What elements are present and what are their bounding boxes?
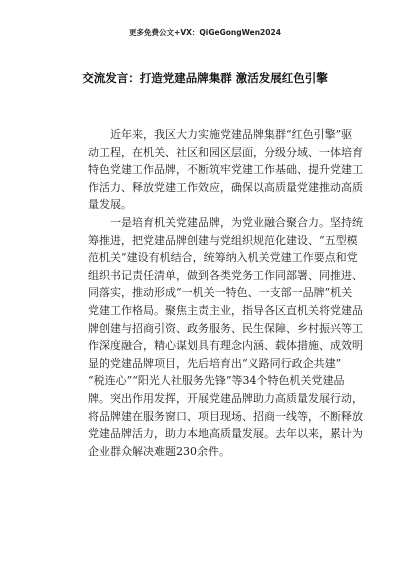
body-line: 显的党建品牌项目，先后培育出“义路同行政企共建” xyxy=(88,356,342,370)
body-line: “税连心”“阳光人社服务先锋”等34个特色机关党建品 xyxy=(88,374,345,388)
document-title: 交流发言：打造党建品牌集群 激活发展红色引擎 xyxy=(82,71,328,85)
body-line: 范机关”建设有机结合，统筹纳入机关党建工作要点和党 xyxy=(88,251,358,265)
body-line: 筹推进，把党建品牌创建与党组织规范化建设、“五型模 xyxy=(88,233,358,247)
body-line: 将品牌建在服务窗口、项目现场、招商一线等，不断释放 xyxy=(88,409,363,423)
body-line: 动工程，在机关、社区和园区层面，分级分域、一体培育 xyxy=(88,145,363,159)
body-line: 党建品牌活力，助力本地高质量发展。去年以来，累计为 xyxy=(88,427,363,441)
body-line: 一是培育机关党建品牌，为党业融合聚合力。坚持统 xyxy=(110,215,363,229)
body-line: 同落实，推动形成“一机关一特色、一支部一品牌”机关 xyxy=(88,286,353,300)
body-line: 组织书记责任清单，做到各类党务工作同部署、同推进、 xyxy=(88,268,363,282)
header-note: 更多免费公文+VX：QiGeGongWen2024 xyxy=(129,28,281,37)
body-line: 牌创建与招商引资、政务服务、民生保障、乡村振兴等工 xyxy=(88,321,363,335)
body-text xyxy=(88,126,363,460)
body-line: 党建工作格局。聚焦主责主业，指导各区直机关将党建品 xyxy=(88,303,363,317)
body-line: 企业群众解决难题230余件。 xyxy=(88,444,230,458)
body-line: 特色党建工作品牌，不断筑牢党建工作基础、提升党建工 xyxy=(88,163,363,177)
body-line: 牌。突出作用发挥，开展党建品牌助力高质量发展行动， xyxy=(88,391,363,405)
body-line: 量发展。 xyxy=(88,198,132,212)
body-line: 近年来，我区大力实施党建品牌集群“红色引擎”驱 xyxy=(110,128,353,141)
body-line: 作深度融合，精心谋划具有理念内涵、载体措施、成效明 xyxy=(88,339,363,353)
body-line: 作活力、释放党建工作效应，确保以高质量党建推动高质 xyxy=(88,180,363,194)
